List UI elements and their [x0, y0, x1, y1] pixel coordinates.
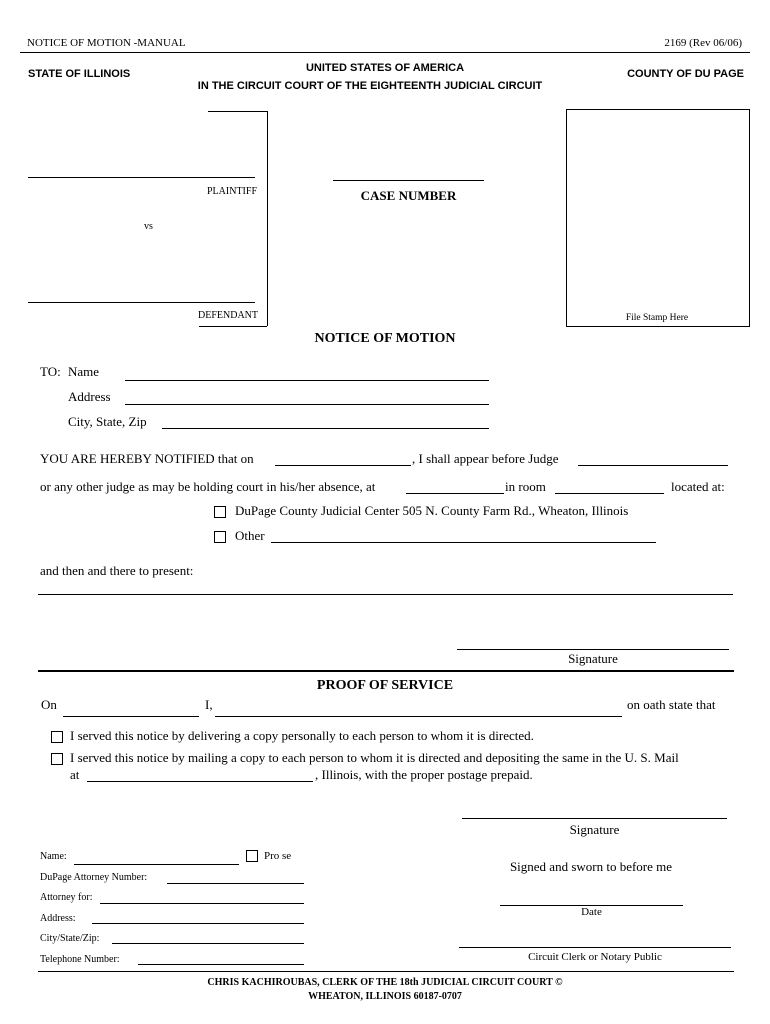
header-divider [20, 52, 750, 53]
oath-text: on oath state that [627, 697, 716, 712]
dupage-number-label: DuPage Attorney Number: [40, 872, 148, 883]
to-label: TO: [40, 364, 61, 379]
appear-text: , I shall appear before Judge [412, 451, 559, 466]
footer-divider [38, 971, 734, 972]
file-stamp-box [566, 109, 750, 327]
notice-signature-label: Signature [568, 651, 618, 666]
present-text: and then and there to present: [40, 563, 194, 578]
address-label: Address [68, 389, 111, 404]
proof-signature-field[interactable] [462, 818, 727, 819]
proof-signature-label: Signature [569, 822, 620, 837]
judge-field[interactable] [578, 465, 728, 466]
other-judge-text: or any other judge as may be holding court in his/her absence, at [40, 479, 376, 494]
caption-top-line [208, 111, 267, 112]
room-field[interactable] [555, 493, 664, 494]
footer-address: WHEATON, ILLINOIS 60187-0707 [308, 991, 462, 1002]
notice-title: NOTICE OF MOTION [314, 331, 456, 346]
attorney-city-field[interactable] [112, 943, 304, 944]
mail-service-text: I served this notice by mailing a copy to each person to whom it is directed and depositing the same in the U. S. Mail [70, 750, 679, 765]
form-number: 2169 (Rev 06/06) [664, 37, 742, 49]
attorney-name-label: Name: [40, 851, 67, 862]
city-label: City, State, Zip [68, 414, 147, 429]
caption-right-border [267, 111, 268, 326]
motion-description-field[interactable] [38, 594, 733, 595]
other-location-field[interactable] [271, 542, 656, 543]
attorney-for-field[interactable] [100, 903, 304, 904]
personal-service-checkbox[interactable] [51, 731, 63, 743]
located-text: located at: [671, 479, 725, 494]
proof-title: PROOF OF SERVICE [316, 678, 454, 693]
section-divider [38, 670, 734, 672]
on-label: On [41, 697, 57, 712]
telephone-field[interactable] [138, 964, 304, 965]
pro-se-label: Pro se [264, 850, 292, 862]
location-option-judicial-center: DuPage County Judicial Center 505 N. County Farm Rd., Wheaton, Illinois [235, 503, 629, 518]
clerk-label: Circuit Clerk or Notary Public [528, 951, 662, 963]
county-label: COUNTY OF DU PAGE [627, 68, 744, 80]
hearing-date-field[interactable] [275, 465, 411, 466]
attorney-address-field[interactable] [92, 923, 304, 924]
pro-se-checkbox[interactable] [246, 850, 258, 862]
recipient-address-field[interactable] [125, 404, 489, 405]
location-checkbox-judicial-center[interactable] [214, 506, 226, 518]
case-number-label: CASE NUMBER [360, 188, 457, 203]
recipient-city-field[interactable] [162, 428, 489, 429]
court-label: IN THE CIRCUIT COURT OF THE EIGHTEENTH JUDICIAL CIRCUIT [197, 80, 543, 92]
country-label: UNITED STATES OF AMERICA [305, 62, 465, 74]
case-number-field[interactable] [333, 180, 484, 181]
telephone-label: Telephone Number: [40, 954, 120, 965]
notified-text: YOU ARE HEREBY NOTIFIED that on [40, 451, 254, 466]
recipient-name-field[interactable] [125, 380, 489, 381]
plaintiff-field[interactable] [28, 177, 255, 178]
sworn-date-label: Date [581, 906, 602, 918]
file-stamp-label: File Stamp Here [625, 313, 689, 323]
postage-text: , Illinois, with the proper postage prepaid. [315, 767, 533, 782]
state-label: STATE OF ILLINOIS [28, 68, 131, 80]
personal-service-text: I served this notice by delivering a copy personally to each person to whom it is directed. [70, 728, 534, 743]
hearing-time-field[interactable] [406, 493, 504, 494]
i-label: I, [205, 697, 213, 712]
attorney-for-label: Attorney for: [40, 892, 93, 903]
clerk-signature-field[interactable] [459, 947, 731, 948]
mailing-city-field[interactable] [87, 781, 313, 782]
notice-signature-field[interactable] [457, 649, 729, 650]
in-room-text: in room [505, 479, 546, 494]
signed-sworn-text: Signed and sworn to before me [509, 859, 673, 874]
attorney-address-label: Address: [40, 913, 76, 924]
footer-clerk: CHRIS KACHIROUBAS, CLERK OF THE 18th JUDICIAL CIRCUIT COURT © [207, 977, 563, 988]
location-checkbox-other[interactable] [214, 531, 226, 543]
location-option-other: Other [235, 528, 265, 543]
defendant-label: DEFENDANT [198, 310, 258, 321]
name-label: Name [68, 364, 100, 379]
mail-service-checkbox[interactable] [51, 753, 63, 765]
attorney-city-label: City/State/Zip: [40, 933, 100, 944]
plaintiff-label: PLAINTIFF [207, 186, 258, 197]
service-date-field[interactable] [63, 716, 199, 717]
caption-bottom-line [199, 326, 267, 327]
defendant-field[interactable] [28, 302, 255, 303]
attorney-name-field[interactable] [74, 864, 239, 865]
server-name-field[interactable] [215, 716, 622, 717]
vs-label: vs [144, 221, 153, 232]
dupage-number-field[interactable] [167, 883, 304, 884]
form-title: NOTICE OF MOTION -MANUAL [27, 37, 186, 49]
at-label: at [70, 767, 80, 782]
